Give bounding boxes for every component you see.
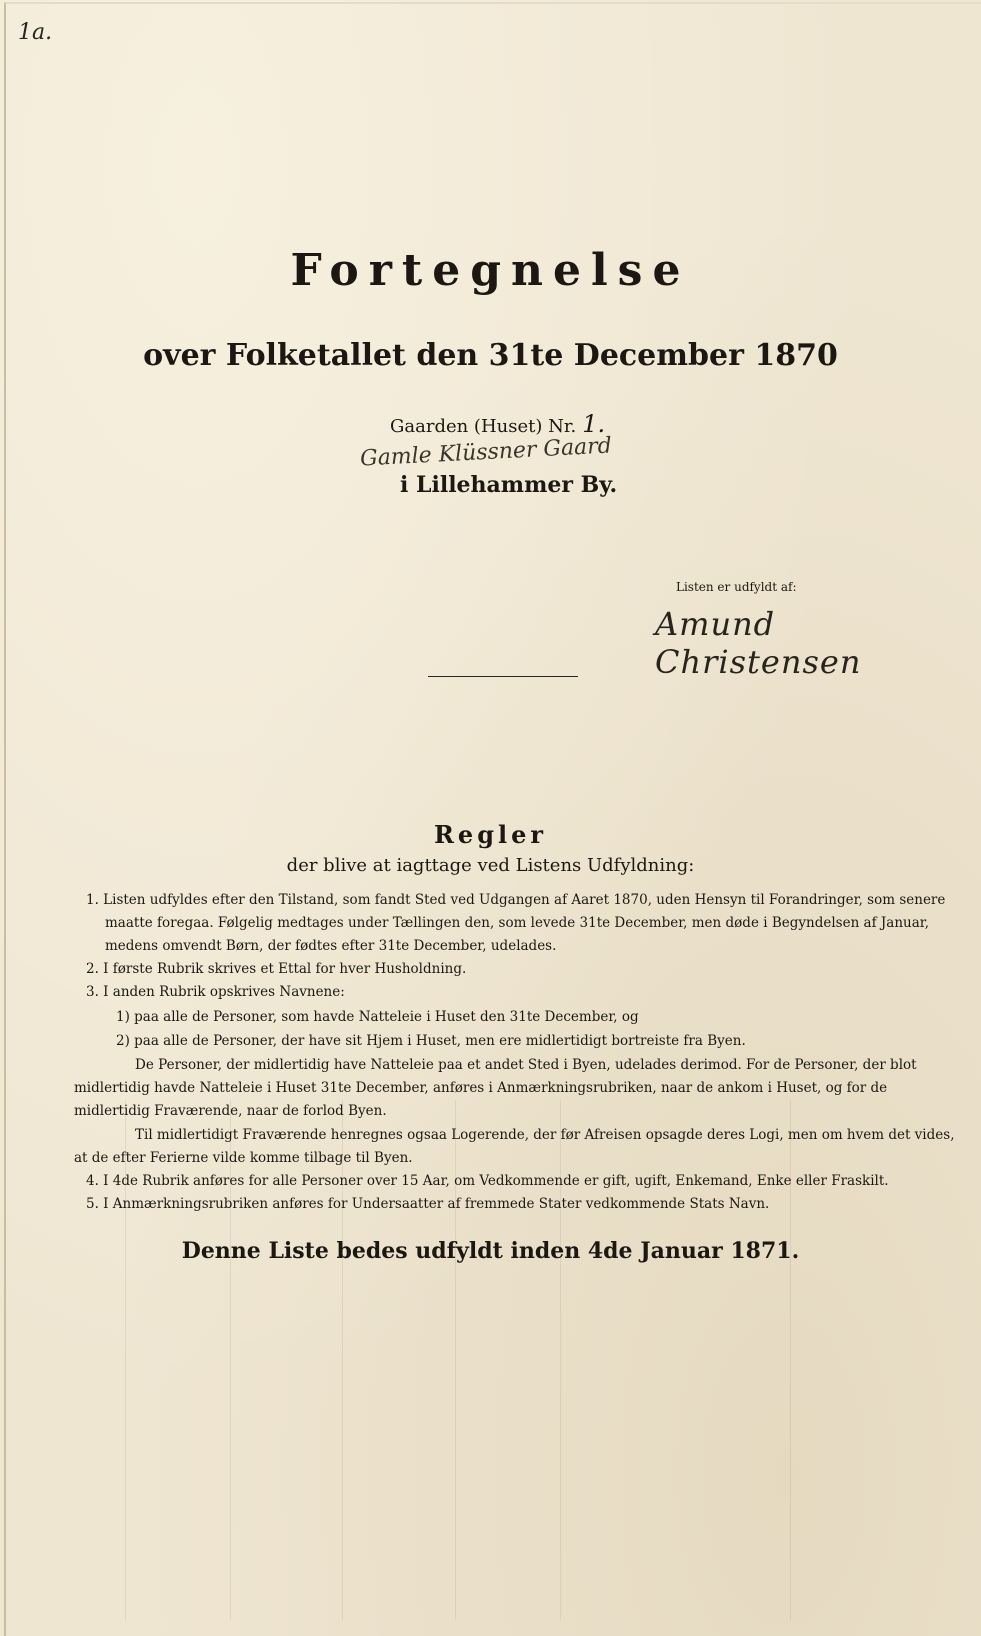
rule-line: Til midlertidigt Fraværende henregnes ogsaa Logerende, der før Afreisen opsagde deres Logi, men om hvem det vides, (135, 1127, 955, 1143)
rule-line: 1. Listen udfyldes efter den Tilstand, som fandt Sted ved Udgangen af Aaret 1870, uden Hensyn til Forandringer, som senere (86, 892, 946, 908)
rule-line: midlertidig havde Natteleie i Huset 31te December, anføres i Anmærkningsrubriken, naar de ankom i Huset, og for de (74, 1080, 888, 1096)
rule-line: De Personer, der midlertidig have Natteleie paa et andet Sted i Byen, udelades derimod. For de Personer, der blot (135, 1057, 917, 1073)
rule-line: at de efter Ferierne vilde komme tilbage til Byen. (74, 1150, 413, 1166)
rule-line: 3. I anden Rubrik opskrives Navnene: (86, 984, 345, 1000)
section-divider (428, 676, 578, 677)
document-title: Fortegnelse (290, 245, 691, 296)
document-subtitle: over Folketallet den 31te December 1870 (143, 338, 838, 373)
rule-line: 2. I første Rubrik skrives et Ettal for hver Husholdning. (86, 961, 467, 977)
rule-line: 5. I Anmærkningsrubriken anføres for Undersaatter af fremmede Stater vedkommende Stats Navn. (86, 1196, 770, 1212)
rule-line: 2) paa alle de Personer, der have sit Hjem i Huset, men ere midlertidigt bortreiste fra Byen. (116, 1033, 746, 1049)
rule-line: medens omvendt Børn, der fødtes efter 31te December, udelades. (105, 938, 557, 954)
house-number-line (390, 410, 605, 438)
rule-line: midlertidig Fraværende, naar de forlod Byen. (74, 1103, 387, 1119)
filled-by-signature: Amund Christensen (655, 605, 862, 681)
house-number-label: Gaarden (Huset) Nr. (390, 416, 577, 437)
rules-subheading: der blive at iagttage ved Listens Udfyldning: (286, 855, 695, 876)
closing-instruction: Denne Liste bedes udfyldt inden 4de Januar 1871. (181, 1238, 800, 1264)
house-number-handwritten: 1. (582, 410, 606, 438)
rule-line: 4. I 4de Rubrik anføres for alle Personer over 15 Aar, om Vedkommende er gift, ugift, Enkemand, Enke eller Fraskilt. (86, 1173, 889, 1189)
rules-heading: Regler (433, 820, 548, 849)
farm-name-handwritten: Gamle Klüssner Gaard (359, 433, 613, 472)
rule-line: maatte foregaa. Følgelig medtages under Tællingen den, som levede 31te December, men døde i Begyndelsen af Januar, (105, 915, 930, 931)
town-name: i Lillehammer By. (400, 472, 618, 498)
rule-line: 1) paa alle de Personer, som havde Natteleie i Huset den 31te December, og (116, 1009, 639, 1025)
filled-by-label: Listen er udfyldt af: (676, 580, 797, 594)
page-number-note: 1a. (18, 20, 53, 45)
